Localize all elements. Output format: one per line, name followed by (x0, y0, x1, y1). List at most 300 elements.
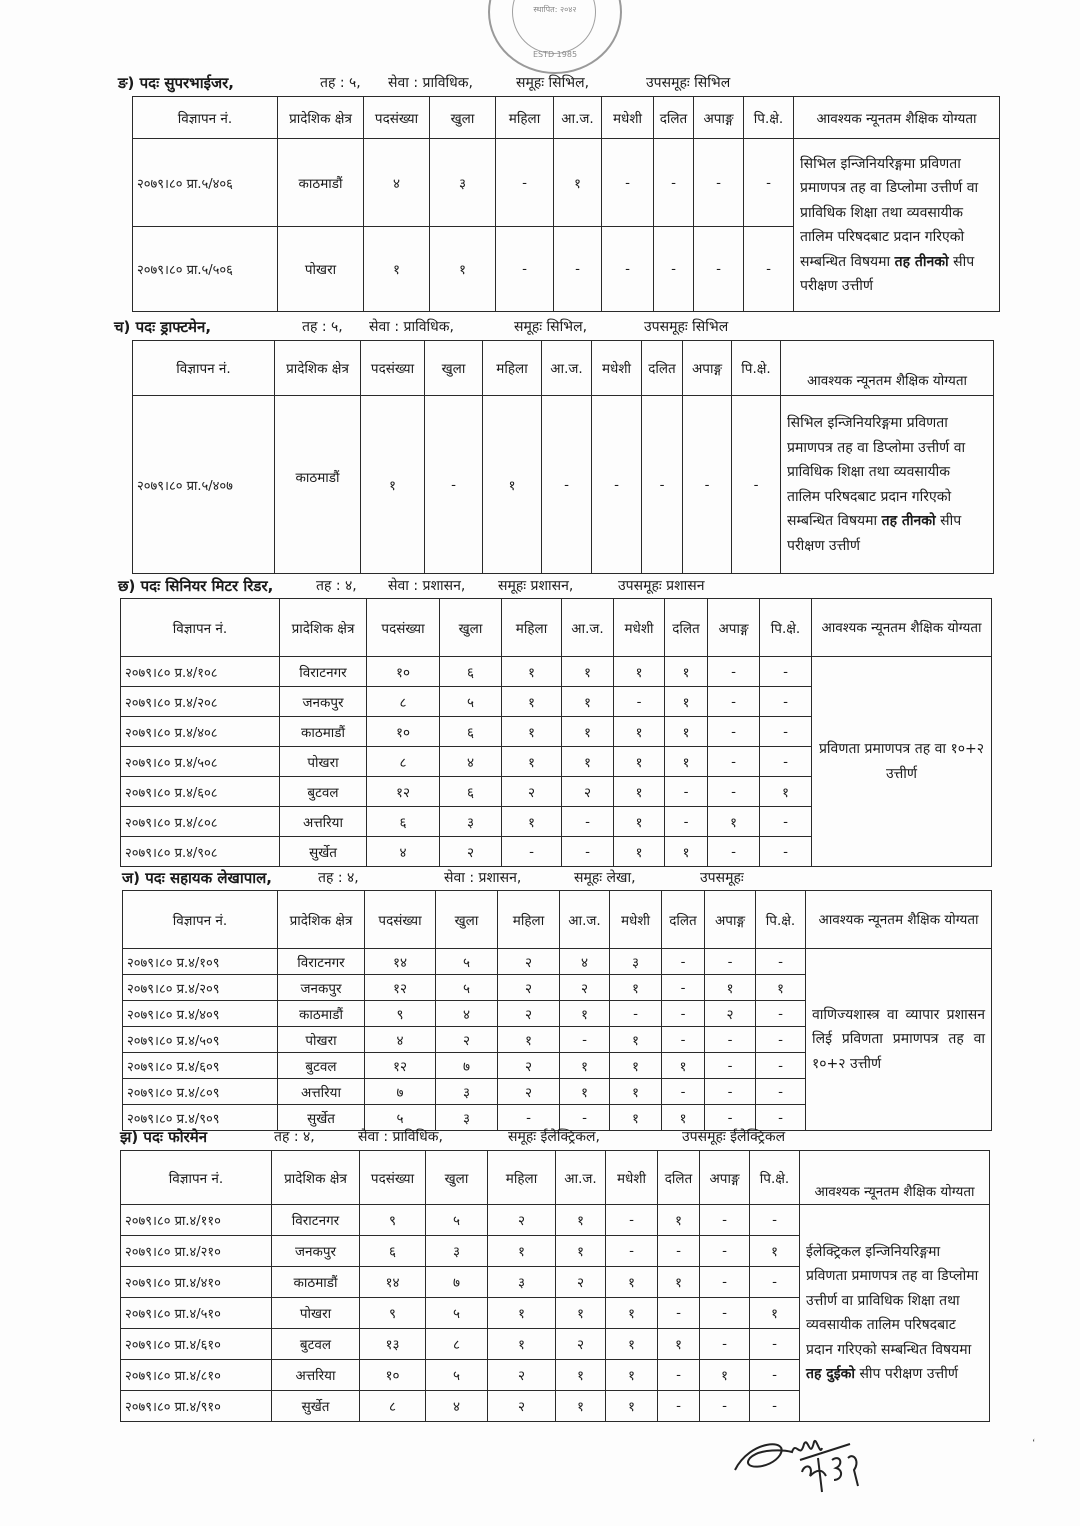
women: २ (498, 1053, 560, 1079)
dalit: - (658, 1298, 700, 1329)
women: १ (483, 396, 542, 574)
post-subgroup: उपसमूहः ईलेक्ट्रिकल (682, 1129, 786, 1145)
disabled: - (708, 747, 760, 777)
col-disabled: अपाङ्ग (694, 97, 744, 139)
col-open: खुला (436, 891, 498, 949)
col-qualification: आवश्यक न्यूनतम शैक्षिक योग्यता (812, 599, 992, 657)
dalit: १ (665, 837, 708, 867)
open: ६ (440, 717, 502, 747)
col-advert-no: विज्ञापन नं. (121, 599, 280, 657)
open: ३ (440, 807, 502, 837)
region: विराटनगर (278, 949, 365, 975)
col-madhesi: मधेशी (592, 341, 642, 396)
col-dalit: दलित (662, 891, 705, 949)
qualification-cell (806, 949, 992, 1131)
col-women: महिला (502, 599, 562, 657)
vacancy-table-supervisor (132, 96, 1000, 312)
region: काठमाडौं (280, 717, 367, 747)
qualification-tail: सीप परीक्षण उत्तीर्ण (859, 1366, 958, 1382)
women: २ (488, 1360, 556, 1391)
indigenous: १ (554, 139, 602, 227)
madhesi: १ (610, 975, 662, 1001)
women: १ (502, 807, 562, 837)
advert-no: २०७९।८० प्र.४/४०९ (123, 1001, 278, 1027)
col-backward-region: पि.क्षे. (732, 341, 781, 396)
open: ७ (426, 1267, 488, 1298)
col-advert-no: विज्ञापन नं. (133, 341, 275, 396)
col-advert-no: विज्ञापन नं. (123, 891, 278, 949)
disabled: - (683, 396, 732, 574)
qualification-cell (812, 657, 992, 867)
madhesi: १ (606, 1298, 658, 1329)
dalit: - (658, 1391, 700, 1422)
col-indigenous: आ.ज. (542, 341, 592, 396)
col-region: प्रादेशिक क्षेत्र (272, 1151, 360, 1205)
open: ६ (440, 657, 502, 687)
posts: ५ (365, 1105, 436, 1131)
advert-no: २०७९।८० प्रा.४/५१० (121, 1298, 272, 1329)
backward-region: १ (750, 1236, 800, 1267)
disabled: - (708, 687, 760, 717)
indigenous: १ (560, 1001, 610, 1027)
open: ३ (426, 1236, 488, 1267)
vacancy-table-assistant-accountant (122, 890, 992, 1131)
col-open: खुला (426, 1151, 488, 1205)
disabled: - (708, 837, 760, 867)
backward-region: - (744, 227, 794, 312)
posts: ४ (367, 837, 440, 867)
post-subgroup: उपसमूहः (700, 870, 744, 886)
col-qualification: आवश्यक न्यूनतम शैक्षिक योग्यता (781, 341, 994, 396)
post-service: सेवा : प्राविधिक, (369, 319, 454, 335)
madhesi: - (602, 227, 654, 312)
dalit: - (662, 1001, 705, 1027)
table-row (133, 139, 1000, 227)
region: सुर्खेत (278, 1105, 365, 1131)
women: - (502, 837, 562, 867)
backward-region: - (750, 1205, 800, 1236)
post-level: तह : ४, (318, 870, 359, 886)
col-women: महिला (498, 891, 560, 949)
advert-no: २०७९।८० प्र.४/८०९ (123, 1079, 278, 1105)
advert-no: २०७९।८० प्रा.४/९१० (121, 1391, 272, 1422)
advert-no: २०७९।८० प्र.४/४०८ (121, 717, 280, 747)
disabled: - (694, 227, 744, 312)
advert-no: २०७९।८० प्र.४/५०८ (121, 747, 280, 777)
region: काठमाडौं (278, 1001, 365, 1027)
disabled: - (700, 1267, 750, 1298)
posts: १० (367, 657, 440, 687)
section-header-draftsman (114, 317, 814, 337)
open: २ (440, 837, 502, 867)
indigenous: - (542, 396, 592, 574)
region: काठमाडौं (275, 396, 361, 574)
dalit: - (658, 1236, 700, 1267)
open: ५ (436, 975, 498, 1001)
women: - (498, 1105, 560, 1131)
women: १ (502, 657, 562, 687)
stamp-estd-text: ESTD 1985 (532, 50, 578, 59)
post-level: तह : ४, (316, 578, 357, 594)
col-indigenous: आ.ज. (560, 891, 610, 949)
open: २ (436, 1027, 498, 1053)
backward-region: - (756, 1053, 806, 1079)
madhesi: १ (610, 1105, 662, 1131)
col-indigenous: आ.ज. (554, 97, 602, 139)
women: १ (488, 1236, 556, 1267)
col-dalit: दलित (665, 599, 708, 657)
indigenous: २ (560, 975, 610, 1001)
qualification-text: प्रविणता प्रमाणपत्र तह वा १०+२ उत्तीर्ण (818, 741, 985, 782)
open: ७ (436, 1053, 498, 1079)
madhesi: - (614, 687, 665, 717)
qualification-cell (781, 396, 994, 574)
madhesi: १ (614, 747, 665, 777)
post-service: सेवा : प्राविधिक, (358, 1129, 443, 1145)
col-region: प्रादेशिक क्षेत्र (278, 891, 365, 949)
indigenous: १ (560, 1079, 610, 1105)
col-posts: पदसंख्या (365, 891, 436, 949)
margin-mark: ʻ (1032, 1438, 1036, 1449)
col-women: महिला (496, 97, 554, 139)
madhesi: १ (614, 837, 665, 867)
qualification-text: ईलेक्ट्रिकल इन्जिनियरिङ्गमा प्रविणता प्रमाणपत्र तह वा डिप्लोमा उत्तीर्ण वा प्राविधिक शिक्षा तथा व्यवसायीक तालिम परिषदबाट प्रदान गरिएको सम्बन्धित विषयमा (806, 1243, 979, 1358)
backward-region: - (756, 949, 806, 975)
posts: १३ (360, 1329, 426, 1360)
madhesi: - (606, 1236, 658, 1267)
indigenous: १ (556, 1205, 606, 1236)
advert-no: २०७९।८० प्र.४/२०८ (121, 687, 280, 717)
madhesi: १ (610, 1027, 662, 1053)
open: ५ (440, 687, 502, 717)
dalit: - (665, 807, 708, 837)
vacancy-table-foreman (120, 1150, 990, 1422)
col-disabled: अपाङ्ग (705, 891, 756, 949)
region: पोखरा (272, 1298, 360, 1329)
open: ३ (436, 1079, 498, 1105)
indigenous: १ (556, 1298, 606, 1329)
advert-no: २०७९।८० प्र.४/६०९ (123, 1053, 278, 1079)
backward-region: - (760, 687, 812, 717)
disabled: - (700, 1391, 750, 1422)
qualification-cell (800, 1205, 990, 1422)
col-madhesi: मधेशी (610, 891, 662, 949)
advert-no: २०७९।८० प्र.४/२०९ (123, 975, 278, 1001)
backward-region: - (732, 396, 781, 574)
backward-region: १ (756, 975, 806, 1001)
vacancy-table-draftsman (132, 340, 994, 574)
posts: ८ (367, 747, 440, 777)
women: २ (488, 1205, 556, 1236)
open: ५ (436, 949, 498, 975)
disabled: - (700, 1236, 750, 1267)
posts: ८ (360, 1391, 426, 1422)
women: २ (498, 975, 560, 1001)
stamp-established-text: स्थापित: २०४२ (533, 5, 577, 14)
madhesi: १ (610, 1053, 662, 1079)
dalit: - (665, 777, 708, 807)
col-dalit: दलित (658, 1151, 700, 1205)
region: विराटनगर (272, 1205, 360, 1236)
madhesi: - (610, 1001, 662, 1027)
open: ५ (426, 1298, 488, 1329)
region: काठमाडौं (278, 139, 364, 227)
backward-region: - (750, 1360, 800, 1391)
col-qualification: आवश्यक न्यूनतम शैक्षिक योग्यता (800, 1151, 990, 1205)
backward-region: - (760, 717, 812, 747)
indigenous: - (560, 1105, 610, 1131)
women: - (496, 227, 554, 312)
posts: ९ (360, 1298, 426, 1329)
madhesi: - (602, 139, 654, 227)
post-subgroup: उपसमूहः सिभिल (646, 75, 731, 91)
col-backward-region: पि.क्षे. (744, 97, 794, 139)
dalit: - (654, 139, 694, 227)
backward-region: - (760, 807, 812, 837)
col-posts: पदसंख्या (360, 1151, 426, 1205)
advert-no: २०७९।८० प्र.४/९०९ (123, 1105, 278, 1131)
post-title: च) पदः ड्राफ्टमेन, (114, 318, 212, 336)
disabled: १ (700, 1360, 750, 1391)
qualification-cell (794, 139, 1000, 312)
region: बुटवल (272, 1329, 360, 1360)
section-header-senior-meter-reader (118, 576, 818, 596)
posts: १२ (365, 975, 436, 1001)
madhesi: १ (614, 717, 665, 747)
col-region: प्रादेशिक क्षेत्र (278, 97, 364, 139)
indigenous: २ (556, 1267, 606, 1298)
dalit: १ (658, 1267, 700, 1298)
dalit: - (662, 1027, 705, 1053)
posts: ८ (367, 687, 440, 717)
women: १ (488, 1298, 556, 1329)
women: १ (502, 747, 562, 777)
table-row (123, 949, 992, 975)
post-group: समूहः ईलेक्ट्रिकल, (508, 1129, 600, 1145)
col-open: खुला (440, 599, 502, 657)
madhesi: १ (614, 657, 665, 687)
indigenous: - (562, 837, 614, 867)
qualification-text: वाणिज्यशास्त्र वा व्यापार प्रशासन लिई प्रविणता प्रमाणपत्र तह वा १०+२ उत्तीर्ण (812, 1006, 985, 1072)
region: अत्तरिया (272, 1360, 360, 1391)
posts: ४ (365, 1027, 436, 1053)
madhesi: ३ (610, 949, 662, 975)
women: १ (502, 687, 562, 717)
women: - (496, 139, 554, 227)
dalit: १ (658, 1205, 700, 1236)
women: १ (498, 1027, 560, 1053)
open: ५ (426, 1360, 488, 1391)
col-posts: पदसंख्या (361, 341, 425, 396)
backward-region: - (744, 139, 794, 227)
disabled: - (694, 139, 744, 227)
col-disabled: अपाङ्ग (700, 1151, 750, 1205)
posts: १ (361, 396, 425, 574)
indigenous: १ (562, 747, 614, 777)
backward-region: - (756, 1105, 806, 1131)
region: पोखरा (280, 747, 367, 777)
region: जनकपुर (280, 687, 367, 717)
section-header-supervisor (118, 73, 818, 93)
col-women: महिला (488, 1151, 556, 1205)
dalit: १ (665, 657, 708, 687)
women: १ (502, 717, 562, 747)
backward-region: १ (760, 777, 812, 807)
open: ५ (426, 1205, 488, 1236)
madhesi: १ (606, 1360, 658, 1391)
region: जनकपुर (278, 975, 365, 1001)
col-qualification: आवश्यक न्यूनतम शैक्षिक योग्यता (806, 891, 992, 949)
posts: १० (360, 1360, 426, 1391)
madhesi: १ (614, 777, 665, 807)
advert-no: २०७९।८० प्र.४/९०८ (121, 837, 280, 867)
indigenous: १ (560, 1053, 610, 1079)
qualification-level: तह तीनको (894, 253, 949, 270)
col-women: महिला (483, 341, 542, 396)
madhesi: १ (610, 1079, 662, 1105)
open: - (425, 396, 483, 574)
col-posts: पदसंख्या (364, 97, 430, 139)
region: बुटवल (278, 1053, 365, 1079)
indigenous: ४ (560, 949, 610, 975)
disabled: - (708, 777, 760, 807)
madhesi: - (592, 396, 642, 574)
region: बुटवल (280, 777, 367, 807)
dalit: - (662, 1079, 705, 1105)
col-dalit: दलित (642, 341, 683, 396)
indigenous: १ (562, 717, 614, 747)
open: ४ (440, 747, 502, 777)
advert-no: २०७९।८० प्र.४/८०८ (121, 807, 280, 837)
post-subgroup: उपसमूहः प्रशासन (618, 578, 705, 594)
dalit: १ (658, 1329, 700, 1360)
backward-region: - (760, 747, 812, 777)
dalit: १ (665, 747, 708, 777)
post-level: तह : ५, (302, 319, 343, 335)
region: काठमाडौं (272, 1267, 360, 1298)
disabled: - (705, 949, 756, 975)
posts: १२ (365, 1053, 436, 1079)
madhesi: १ (606, 1267, 658, 1298)
col-disabled: अपाङ्ग (708, 599, 760, 657)
disabled: - (708, 657, 760, 687)
posts: ९ (365, 1001, 436, 1027)
dalit: - (658, 1360, 700, 1391)
disabled: - (705, 1079, 756, 1105)
dalit: - (662, 975, 705, 1001)
col-open: खुला (425, 341, 483, 396)
backward-region: १ (750, 1298, 800, 1329)
advert-no: २०७९।८० प्रा.४/११० (121, 1205, 272, 1236)
open: १ (430, 227, 496, 312)
post-title: ज) पदः सहायक लेखापाल, (122, 869, 272, 887)
indigenous: - (554, 227, 602, 312)
advert-no: २०७९।८० प्र.४/५०९ (123, 1027, 278, 1053)
region: सुर्खेत (280, 837, 367, 867)
dalit: १ (662, 1053, 705, 1079)
open: ३ (430, 139, 496, 227)
col-madhesi: मधेशी (606, 1151, 658, 1205)
col-dalit: दलित (654, 97, 694, 139)
col-madhesi: मधेशी (614, 599, 665, 657)
posts: ६ (367, 807, 440, 837)
col-advert-no: विज्ञापन नं. (133, 97, 278, 139)
backward-region: - (760, 657, 812, 687)
post-group: समूहः सिभिल, (516, 75, 590, 91)
post-subgroup: उपसमूहः सिभिल (644, 319, 729, 335)
open: ६ (440, 777, 502, 807)
disabled: - (705, 1027, 756, 1053)
madhesi: १ (614, 807, 665, 837)
posts: १० (367, 717, 440, 747)
women: २ (498, 1079, 560, 1105)
col-qualification: आवश्यक न्यूनतम शैक्षिक योग्यता (794, 97, 1000, 139)
dalit: १ (665, 687, 708, 717)
col-region: प्रादेशिक क्षेत्र (275, 341, 361, 396)
qualification-level: तह दुईको (806, 1366, 855, 1382)
dalit: १ (665, 717, 708, 747)
section-header-assistant-accountant (122, 868, 822, 888)
vacancy-table-senior-meter-reader (120, 598, 992, 867)
region: जनकपुर (272, 1236, 360, 1267)
women: २ (498, 1001, 560, 1027)
open: ८ (426, 1329, 488, 1360)
col-madhesi: मधेशी (602, 97, 654, 139)
advert-no: २०७९।८० प्र.४/१०९ (123, 949, 278, 975)
col-indigenous: आ.ज. (562, 599, 614, 657)
indigenous: १ (556, 1360, 606, 1391)
qualification-text: सिभिल इन्जिनियरिङ्गमा प्रविणता प्रमाणपत्र तह वा डिप्लोमा उत्तीर्ण वा प्राविधिक शिक्षा तथा व्यवसायीक तालिम परिषदबाट प्रदान गरिएको सम्बन्धित विषयमा (787, 415, 966, 529)
backward-region: - (750, 1267, 800, 1298)
region: अत्तरिया (280, 807, 367, 837)
madhesi: - (606, 1205, 658, 1236)
advert-no: २०७९।८० प्रा.५/५०६ (133, 227, 278, 312)
indigenous: २ (562, 777, 614, 807)
posts: १२ (367, 777, 440, 807)
post-service: सेवा : प्रशासन, (388, 578, 466, 594)
women: २ (502, 777, 562, 807)
table-row (133, 396, 994, 574)
qualification-tail: सीप परीक्षण उत्तीर्ण (787, 513, 962, 554)
dalit: १ (662, 1105, 705, 1131)
disabled: - (705, 1105, 756, 1131)
backward-region: - (750, 1329, 800, 1360)
open: ४ (436, 1001, 498, 1027)
post-service: सेवा : प्राविधिक, (388, 75, 473, 91)
open: ४ (426, 1391, 488, 1422)
dalit: - (662, 949, 705, 975)
qualification-text: सिभिल इन्जिनियरिङ्गमा प्रविणता प्रमाणपत्र तह वा डिप्लोमा उत्तीर्ण वा प्राविधिक शिक्षा तथा व्यवसायीक तालिम परिषदबाट प्रदान गरिएको सम्बन्धित विषयमा (800, 155, 979, 270)
disabled: - (700, 1298, 750, 1329)
col-open: खुला (430, 97, 496, 139)
col-posts: पदसंख्या (367, 599, 440, 657)
region: सुर्खेत (272, 1391, 360, 1422)
open: ३ (436, 1105, 498, 1131)
advert-no: २०७९।८० प्र.४/६०८ (121, 777, 280, 807)
post-title: ङ) पदः सुपरभाईजर, (118, 74, 234, 92)
posts: ९ (360, 1205, 426, 1236)
qualification-tail: सीप परीक्षण उत्तीर्ण (800, 253, 975, 294)
disabled: - (700, 1329, 750, 1360)
advert-no: २०७९।८० प्रा.५/४०६ (133, 139, 278, 227)
backward-region: - (756, 1027, 806, 1053)
madhesi: १ (606, 1391, 658, 1422)
posts: १४ (365, 949, 436, 975)
post-group: समूहः लेखा, (574, 870, 636, 886)
post-title: छ) पदः सिनियर मिटर रिडर, (118, 577, 274, 595)
section-header-foreman (120, 1127, 840, 1147)
backward-region: - (756, 1079, 806, 1105)
